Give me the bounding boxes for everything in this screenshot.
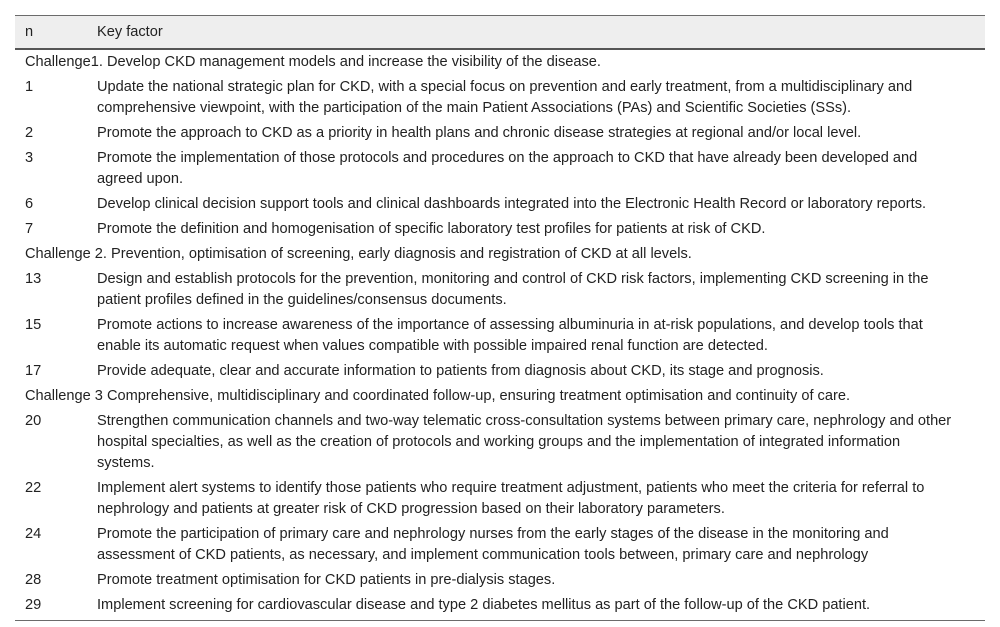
- factor-number: 7: [25, 221, 34, 237]
- table-row: [15, 146, 985, 192]
- table-row: [15, 313, 985, 359]
- factor-text: Promote the participation of primary care and nephrology nurses from the early stages of the disease in the monitoring and assessment of CKD patients, as necessary, and implement communication tools between, primary care and nephrology: [97, 526, 889, 563]
- factor-text: Promote treatment optimisation for CKD patients in pre-dialysis stages.: [97, 572, 556, 588]
- header-row: [15, 16, 985, 50]
- challenge-title: Challenge1. Develop CKD management models and increase the visibility of the disease.: [25, 54, 601, 70]
- factor-text: Provide adequate, clear and accurate information to patients from diagnosis about CKD, its stage and prognosis.: [97, 363, 824, 379]
- factor-text: Promote the approach to CKD as a priority in health plans and chronic disease strategies at regional and/or local level.: [97, 125, 862, 141]
- table-row: [15, 121, 985, 146]
- key-factors-table: [15, 15, 985, 621]
- factor-number: 20: [25, 413, 42, 429]
- table-row: [15, 593, 985, 621]
- factor-number: 22: [25, 480, 42, 496]
- table-row: [15, 476, 985, 522]
- header-n: n: [15, 16, 87, 50]
- table-row: [15, 217, 985, 242]
- factor-text: Promote the definition and homogenisation of specific laboratory test profiles for patients at risk of CKD.: [97, 221, 766, 237]
- factor-number: 3: [25, 150, 34, 166]
- challenge-row: [15, 49, 985, 75]
- challenge-title: Challenge 3 Comprehensive, multidisciplinary and coordinated follow-up, ensuring treatment optimisation and continuity of care.: [25, 388, 850, 404]
- challenge-title: Challenge 2. Prevention, optimisation of screening, early diagnosis and registration of CKD at all levels.: [25, 246, 692, 262]
- table-body: [15, 49, 985, 621]
- table-row: [15, 568, 985, 593]
- factor-number: 1: [25, 79, 34, 95]
- factor-number: 17: [25, 363, 42, 379]
- header-key-factor: Key factor: [87, 16, 985, 50]
- factor-text: Implement alert systems to identify those patients who require treatment adjustment, patients who meet the criteria for referral to nephrology and patients at greater risk of CKD progression based on their laboratory parameters.: [97, 480, 925, 517]
- key-factors-table-container: [15, 15, 985, 621]
- factor-text: Develop clinical decision support tools and clinical dashboards integrated into the Electronic Health Record or laboratory reports.: [97, 196, 927, 212]
- factor-number: 2: [25, 125, 34, 141]
- factor-text: Implement screening for cardiovascular disease and type 2 diabetes mellitus as part of the follow-up of the CKD patient.: [87, 593, 985, 621]
- factor-text: Update the national strategic plan for CKD, with a special focus on prevention and early treatment, from a multidisciplinary and comprehensive viewpoint, with the participation of the main Patient Associations (PAs) and Scientific Societies (SSs).: [97, 79, 913, 116]
- table-header: [15, 16, 985, 50]
- factor-text: Promote actions to increase awareness of the importance of assessing albuminuria in at-risk populations, and develop tools that enable its automatic request when values compatible with possible impaired renal function are detected.: [97, 317, 923, 354]
- table-row: [15, 522, 985, 568]
- table-row: [15, 192, 985, 217]
- table-row: [15, 75, 985, 121]
- table-row: [15, 359, 985, 384]
- factor-number: 15: [25, 317, 42, 333]
- factor-text: Strengthen communication channels and two-way telematic cross-consultation systems between primary care, nephrology and other hospital specialties, as well as the creation of protocols and working groups and the implementation of integrated information systems.: [97, 413, 952, 471]
- factor-number: 28: [25, 572, 42, 588]
- factor-number: 29: [15, 593, 87, 621]
- factor-number: 24: [25, 526, 42, 542]
- factor-text: Design and establish protocols for the prevention, monitoring and control of CKD risk factors, implementing CKD screening in the patient profiles defined in the guidelines/consensus documents.: [97, 271, 929, 308]
- factor-number: 6: [25, 196, 34, 212]
- factor-number: 13: [25, 271, 42, 287]
- factor-text: Promote the implementation of those protocols and procedures on the approach to CKD that have already been developed and agreed upon.: [97, 150, 918, 187]
- table-row: [15, 267, 985, 313]
- challenge-row: [15, 384, 985, 409]
- table-row: [15, 409, 985, 476]
- challenge-row: [15, 242, 985, 267]
